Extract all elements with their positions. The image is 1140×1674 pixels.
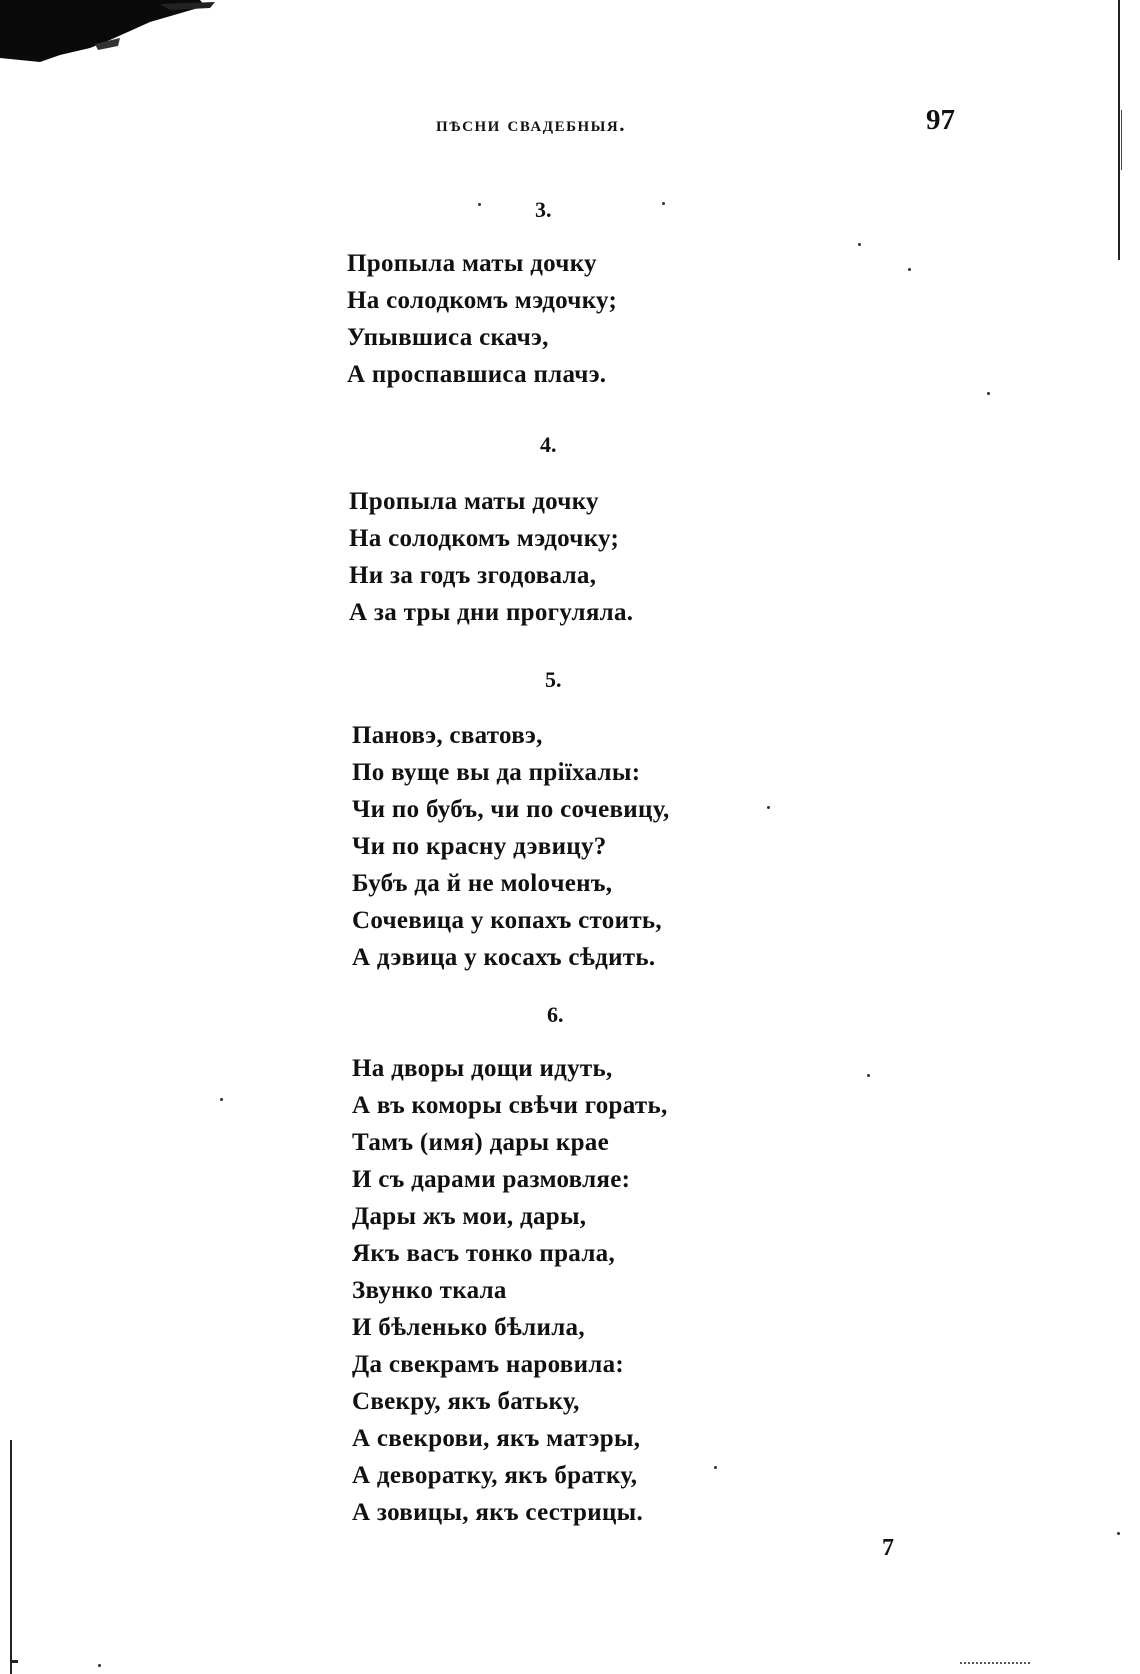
poem-line: На солодкомъ мэдочку; bbox=[347, 287, 618, 314]
scan-edge-right-secondary bbox=[1121, 110, 1122, 170]
poem-line: Пановэ, сватовэ, bbox=[352, 722, 543, 749]
poem-stanza bbox=[347, 245, 617, 393]
poem-line: И бѣленько бѣлила, bbox=[352, 1314, 585, 1341]
scan-speck bbox=[478, 203, 481, 206]
scan-speck bbox=[867, 1074, 870, 1077]
poem-line: Сочевица у копахъ стоить, bbox=[352, 907, 662, 934]
poem-line: А зовицы, якъ сестрицы. bbox=[352, 1499, 644, 1526]
poem-stanza bbox=[352, 717, 670, 976]
poem-line: На солодкомъ мэдочку; bbox=[349, 525, 620, 552]
page-number: 97 bbox=[926, 104, 955, 136]
poem-line: Ни за годъ згодовала, bbox=[349, 562, 597, 589]
scan-speck bbox=[908, 268, 911, 271]
poem-number: 6. bbox=[547, 1002, 564, 1027]
poem-number: 3. bbox=[535, 197, 552, 222]
poem-line: Да свекрамъ наровила: bbox=[352, 1351, 625, 1378]
poem-line: На дворы дощи идуть, bbox=[352, 1055, 613, 1082]
poem-line: Пропыла маты дочку bbox=[347, 250, 597, 277]
poem-line: И съ дарами размовляе: bbox=[352, 1166, 631, 1193]
poem-line: А деворатку, якъ братку, bbox=[352, 1462, 638, 1489]
poem-line: А дэвица у косахъ сѣдить. bbox=[352, 944, 656, 971]
poem-line: Дары жъ мои, дары, bbox=[352, 1203, 587, 1230]
scan-speck bbox=[98, 1664, 101, 1667]
poem-line: Звунко ткала bbox=[352, 1277, 507, 1304]
poem-line: А свекрови, якъ матэры, bbox=[352, 1425, 641, 1452]
running-head-title: пѣсни свадебныя. bbox=[436, 112, 626, 136]
poem-number: 5. bbox=[545, 667, 562, 692]
poem-line: А въ коморы свѣчи горать, bbox=[352, 1092, 668, 1119]
scan-speck bbox=[662, 202, 665, 205]
scan-edge-left-foot bbox=[10, 1660, 18, 1663]
poem-line: А за тры дни прогуляла. bbox=[349, 599, 634, 626]
scan-edge-right bbox=[1118, 0, 1120, 260]
scan-edge-left bbox=[10, 1440, 12, 1674]
poem-line: А проспавшиса плачэ. bbox=[347, 361, 607, 388]
poem-line: Чи по бубъ, чи по сочевицу, bbox=[352, 796, 670, 823]
poem-line: Упывшиса скачэ, bbox=[347, 324, 549, 351]
scan-speck bbox=[767, 806, 770, 809]
poem-line: По вуще вы да пріїхалы: bbox=[352, 759, 641, 786]
poem-line: Свекру, якъ батьку, bbox=[352, 1388, 580, 1415]
poem-line: Тамъ (имя) дары крае bbox=[352, 1129, 609, 1156]
scan-speck bbox=[220, 1098, 223, 1101]
poem-number: 4. bbox=[540, 432, 557, 457]
ink-blot-mark bbox=[0, 0, 230, 70]
scan-speck bbox=[1117, 1532, 1120, 1535]
scan-speck bbox=[987, 392, 990, 395]
poem-stanza bbox=[352, 1050, 668, 1531]
signature-mark: 7 bbox=[882, 1535, 894, 1561]
poem-line: Чи по красну дэвицу? bbox=[352, 833, 607, 860]
scan-speck bbox=[714, 1466, 717, 1469]
scan-speck bbox=[858, 243, 861, 246]
poem-stanza bbox=[349, 483, 633, 631]
poem-line: Бубъ да й не моloченъ, bbox=[352, 870, 613, 897]
poem-line: Пропыла маты дочку bbox=[349, 488, 599, 515]
poem-line: Якъ васъ тонко прала, bbox=[352, 1240, 615, 1267]
scan-bottom-dash bbox=[960, 1662, 1030, 1666]
